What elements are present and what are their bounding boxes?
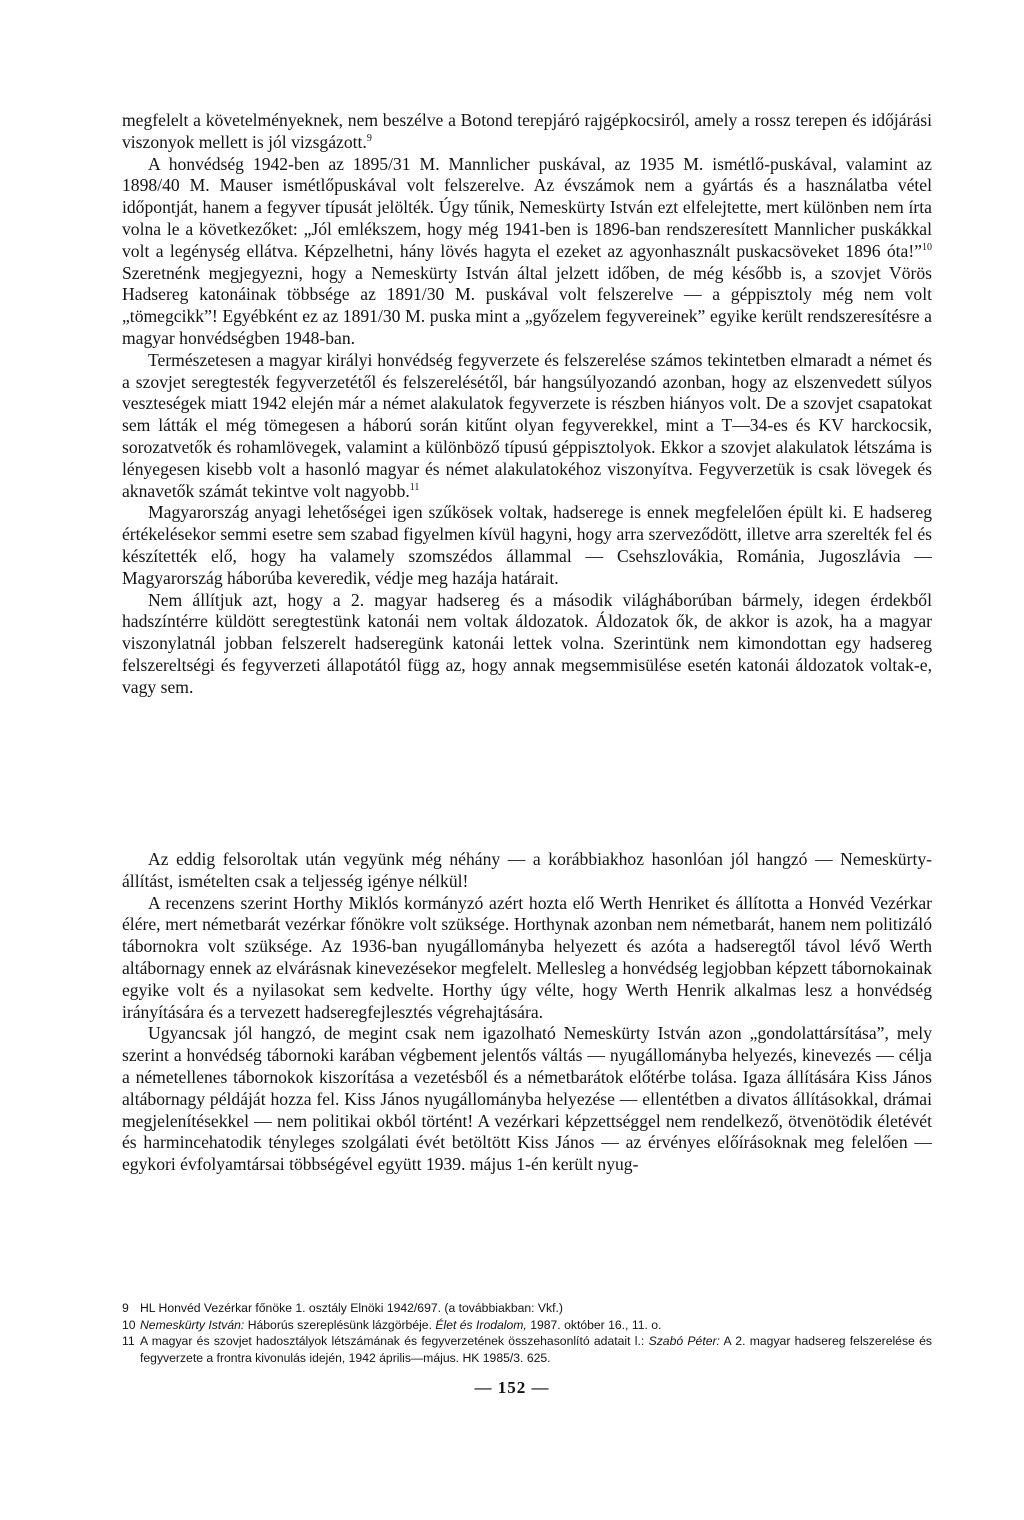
footnote-text: A magyar és szovjet hadosztályok létszámának és fegyverzetének összehasonlító adatait l.: — [140, 1334, 649, 1348]
footnote-text: HL Honvéd Vezérkar főnöke 1. osztály Elnöki 1942/697. (a továbbiakban: Vkf.) — [140, 1301, 563, 1315]
paragraph-text: A recenzens szerint Horthy Miklós kormányzó azért hozta elő Werth Henriket és állította a Honvéd Vezérkar élére, mert németbarát vezérkar főnökre volt szüksége. Horthynak azonban nem németbarát, hanem nem politizáló tábornokra volt szüksége. Az 1936-ban nyugállományba helyezett és azóta a hadseregtől távol lévő Werth altábornagy ennek az elvárásnak kinevezésekor megfelelt. Mellesleg a honvédség legjobban képzett tábornokainak egyike volt és a nyilasokat sem kedvelte. Horthy úgy vélte, hogy Werth Henrik alkalmas lesz a honvédség irányítására és a tervezett hadseregfejlesztés végrehajtására. — [122, 892, 932, 1022]
paragraph — [122, 849, 932, 893]
footnote-citation-italic: Nemeskürty István: — [140, 1317, 245, 1332]
paragraph — [122, 110, 932, 154]
footnote — [122, 1300, 932, 1317]
paragraph-text: A honvédség 1942-ben az 1895/31 M. Mannlicher puskával, az 1935 M. ismétlő-puskával, valamint az 1898/40 M. Mauser ismétlőpuskával volt felszerelve. Az évszámok nem a gyártás és a használatba vétel időpontját, hanem a fegyver típusát jelölték. Úgy tűnik, Nemeskürty István ezt elfelejtette, mert különben nem írta volna le a következőket: „Jól emlékszem, hogy még 1941-ben is 1896-ban rendszeresített Mannlicher puskákkal volt a legénység ellátva. Képzelhetni, hány lövés hagyta el ezeket az agyonhasznált puskacsöveket 1896 óta!” — [122, 153, 932, 261]
paragraph — [122, 502, 932, 589]
footnote-citation-italic: Szabó Péter: — [648, 1334, 720, 1348]
footnote-reference: 10 — [922, 241, 932, 253]
footnote — [122, 1333, 932, 1366]
paragraph-text: Szeretnénk megjegyezni, hogy a Nemeskürty István által jelzett időben, de még később is, a szovjet Vörös Hadsereg katonáinak többsége az 1891/30 M. puskával volt felszerelve — a géppisztoly még nem volt „tömegcikk”! Egyébként ez az 1891/30 M. puska mint a „győzelem fegyvereinek” egyike került rendszeresítésre a magyar honvédségben 1948-ban. — [122, 262, 932, 348]
paragraph-text: Az eddig felsoroltak után vegyünk még néhány — a korábbiakhoz hasonlóan jól hangzó — Nemeskürty-állítást, ismételten csak a teljesség igénye nélkül! — [122, 849, 932, 891]
paragraph-text: megfelelt a követelményeknek, nem beszélve a Botond terepjáró rajgépkocsiról, amely a rossz terepen és időjárási viszonyok mellett is jól vizsgázott. — [122, 110, 932, 152]
footnote-text: A 2. magyar hadsereg felszerelése és fegyverzete a frontra kivonulás idején, 1942 április—május. HK 1985/3. 625. — [140, 1334, 932, 1365]
body-text-section-1 — [122, 110, 932, 699]
footnote-reference: 9 — [366, 132, 372, 144]
paragraph-text: Nem állítjuk azt, hogy a 2. magyar hadsereg és a második világháborúban bármely, idegen érdekből hadszíntérre küldött seregtestünk katonái nem voltak áldozatok. Áldozatok ők, de akkor is azok, ha a magyar viszonylatnál jobban felszerelt hadseregünk katonái lettek volna. Szerintünk nem kimondottan egy hadsereg felszereltségi és fegyverzeti állapotától függ az, hogy annak megsemmisülése esetén katonái áldozatok voltak-e, vagy sem. — [122, 589, 932, 697]
footnote-number: 11 — [122, 1334, 135, 1348]
footnotes — [122, 1300, 932, 1366]
paragraph-text: Ugyancsak jól hangzó, de megint csak nem igazolható Nemeskürty István azon „gondolattársítása”, mely szerint a honvédség tábornoki karában végbement jelentős váltás — nyugállományba helyezés, kinevezés — célja a németellenes tábornokok kiszorítása a vezetésből és a németbarátok előtérbe tolása. Igaza állítására Kiss János altábornagy példáját hozza fel. Kiss János nyugállományba helyezése — ellentétben a divatos állításokkal, drámai megjelenítésekkel — nem politikai okból történt! A vezérkari képzettséggel nem rendelkező, ötvenötödik életévét és harmincehatodik tényleges szolgálati évét betöltött Kiss János — az érvényes előírásoknak meg felelően — egykori évfolyamtársai többségével együtt 1939. május 1-én került nyug- — [122, 1023, 932, 1175]
footnote-citation-italic: Élet és Irodalom, — [435, 1317, 527, 1332]
paragraph — [122, 893, 932, 1024]
footnote-number: 10 — [122, 1317, 136, 1332]
footnote-text: 1987. október 16., 11. o. — [526, 1317, 662, 1332]
paragraph — [122, 1023, 932, 1176]
paragraph — [122, 350, 932, 503]
paragraph-text: Természetesen a magyar királyi honvédség fegyverzete és felszerelése számos tekintetben elmaradt a német és a szovjet seregtesték fegyverzetétől és felszerelésétől, bár hangsúlyozandó azonban, hogy az elszenvedett súlyos veszteségek miatt 1942 elején már a német alakulatok fegyverzete is részben hiányos volt. De a szovjet csapatokat sem látták el még tömegesen a háború során kitűnt olyan fegyverekkel, mint a T—34-es és KV harckocsik, sorozatvetők és rohamlövegek, valamint a különböző típusú géppisztolyok. Ekkor a szovjet alakulatok létszáma is lényegesen kisebb volt a hasonló magyar és német alakulatokéhoz viszonyítva. Fegyverzetük is csak lövegek és aknavetők számát tekintve volt nagyobb. — [122, 349, 932, 501]
paragraph — [122, 590, 932, 699]
paragraph — [122, 154, 932, 350]
footnote-text: Háborús szereplésünk lázgörbéje. — [244, 1317, 436, 1332]
footnote-reference: 11 — [409, 481, 420, 493]
page-number: — 152 — — [474, 1378, 550, 1397]
footnote — [122, 1317, 932, 1334]
body-text-section-2 — [122, 849, 932, 1176]
paragraph-text: Magyarország anyagi lehetőségei igen szűkösek voltak, hadserege is ennek megfelelően épült ki. E hadsereg értékelésekor semmi esetre sem szabad figyelmen kívül hagyni, hogy arra szerveződött, illetve arra szerelték fel és készítették elő, hogy ha valamely szomszédos állammal — Csehszlovákia, Románia, Jugoszlávia — Magyarország háborúba keveredik, védje meg hazája határait. — [122, 502, 932, 588]
footnote-number: 9 — [122, 1301, 129, 1315]
